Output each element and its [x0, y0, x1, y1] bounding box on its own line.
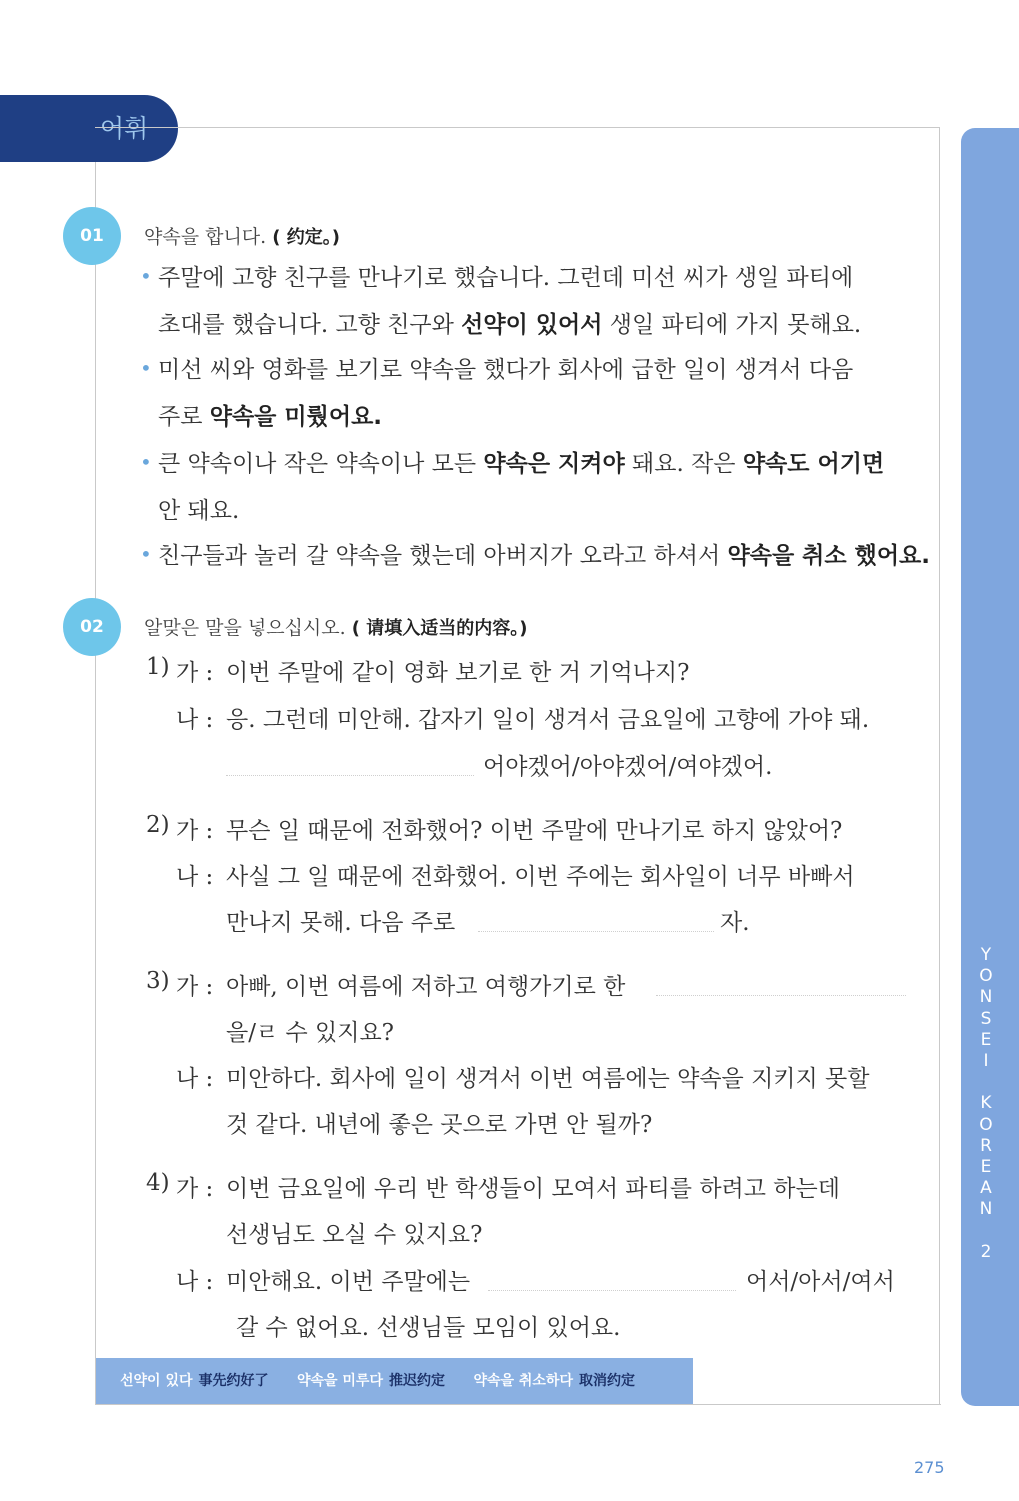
example-line — [158, 306, 861, 339]
speaker-label: 나 : — [176, 1066, 214, 1092]
instruction-korean: 알맞은 말을 넣으십시오. — [144, 617, 346, 639]
example-text: 초대를 했습니다. 고향 친구와 — [158, 312, 462, 338]
vocabulary-bar — [96, 1358, 693, 1404]
bullet-icon: • — [140, 450, 152, 474]
instruction-chinese: ( 约定。) — [272, 227, 340, 248]
section-title: 어휘 — [100, 114, 149, 143]
example-text: 생일 파티에 가지 못해요. — [602, 312, 862, 338]
vocab-korean: 약속을 취소하다 — [473, 1373, 573, 1389]
dialogue-number: 4) — [146, 1170, 170, 1196]
grammar-ending: 자. — [720, 910, 750, 936]
question-instruction — [144, 222, 340, 249]
vocab-highlight: 약속은 지켜야 — [483, 451, 625, 477]
dialogue-line: 것 같다. 내년에 좋은 곳으로 가면 안 될까? — [226, 1112, 653, 1138]
dialogue-line: 응. 그런데 미안해. 갑자기 일이 생겨서 금요일에 고향에 가야 돼. — [226, 707, 870, 733]
dialogue-line: 아빠, 이번 여름에 저하고 여행가기로 한 — [226, 974, 626, 1000]
dialogue-line: 만나지 못해. 다음 주로 — [226, 910, 456, 936]
example-line — [158, 445, 884, 478]
example-line — [158, 398, 382, 431]
instruction-korean: 약속을 합니다. — [144, 226, 267, 248]
answer-blank[interactable] — [488, 1289, 736, 1291]
vocab-highlight: 선약이 있어서 — [461, 312, 603, 338]
bullet-icon: • — [140, 542, 152, 566]
question-number-badge: 02 — [63, 598, 121, 656]
instruction-chinese: ( 请填入适当的内容。) — [351, 618, 528, 639]
example-line: 주말에 고향 친구를 만나기로 했습니다. 그런데 미선 씨가 생일 파티에 — [158, 265, 854, 291]
vocab-highlight: 약속도 어기면 — [742, 451, 885, 477]
speaker-label: 가 : — [176, 974, 214, 1000]
vocab-chinese: 取消约定 — [578, 1373, 635, 1389]
speaker-label: 가 : — [176, 818, 214, 844]
dialogue-line: 무슨 일 때문에 전화했어? 이번 주말에 만나기로 하지 않았어? — [226, 818, 843, 844]
dialogue-number: 2) — [146, 812, 170, 838]
frame-bottom-line — [95, 1404, 941, 1405]
example-text: 큰 약속이나 작은 약속이나 모든 — [158, 451, 484, 477]
dialogue-line: 이번 주말에 같이 영화 보기로 한 거 기억나지? — [226, 660, 690, 686]
answer-blank[interactable] — [478, 930, 714, 932]
bullet-icon: • — [140, 356, 152, 380]
vocab-chinese: 事先约好了 — [198, 1373, 269, 1389]
vocab-highlight: 약속을 취소 했어요. — [727, 543, 931, 569]
page-number: 275 — [914, 1458, 945, 1477]
vocab-highlight: 약속을 미뤘어요. — [209, 404, 383, 430]
dialogue-number: 1) — [146, 654, 170, 680]
grammar-ending: 어서/아서/여서 — [746, 1269, 895, 1295]
example-text: 주로 — [158, 404, 210, 430]
question-instruction — [144, 613, 527, 640]
answer-blank[interactable] — [226, 774, 474, 776]
answer-blank[interactable] — [656, 994, 906, 996]
example-line: 안 돼요. — [158, 498, 240, 524]
example-line: 미선 씨와 영화를 보기로 약속을 했다가 회사에 급한 일이 생겨서 다음 — [158, 357, 854, 383]
dialogue-line: 사실 그 일 때문에 전화했어. 이번 주에는 회사일이 너무 바빠서 — [226, 864, 855, 890]
vocab-chinese: 推迟约定 — [388, 1373, 445, 1389]
dialogue-line: 갈 수 없어요. 선생님들 모임이 있어요. — [236, 1315, 621, 1341]
speaker-label: 나 : — [176, 1269, 214, 1295]
question-number-badge: 01 — [63, 207, 121, 265]
example-line — [158, 537, 930, 570]
dialogue-line: 미안하다. 회사에 일이 생겨서 이번 여름에는 약속을 지키지 못할 — [226, 1066, 870, 1092]
dialogue-number: 3) — [146, 968, 170, 994]
vocab-korean: 약속을 미루다 — [296, 1373, 383, 1389]
speaker-label: 나 : — [176, 707, 214, 733]
dialogue-line: 이번 금요일에 우리 반 학생들이 모여서 파티를 하려고 하는데 — [226, 1176, 840, 1202]
dialogue-line: 을/ㄹ 수 있지요? — [226, 1020, 395, 1046]
frame-left-line — [95, 162, 96, 1405]
speaker-label: 나 : — [176, 864, 214, 890]
example-text: 친구들과 놀러 갈 약속을 했는데 아버지가 오라고 하셔서 — [158, 543, 728, 569]
example-text: 돼요. 작은 — [624, 451, 743, 477]
speaker-label: 가 : — [176, 660, 214, 686]
speaker-label: 가 : — [176, 1176, 214, 1202]
grammar-ending: 어야겠어/아야겠어/여야겠어. — [483, 754, 773, 780]
dialogue-line: 미안해요. 이번 주말에는 — [226, 1269, 471, 1295]
sidebar-vertical-text: Y O N S E I K O R E A N 2 — [979, 945, 993, 1262]
dialogue-line: 선생님도 오실 수 있지요? — [226, 1222, 483, 1248]
bullet-icon: • — [140, 264, 152, 288]
vocab-korean: 선약이 있다 — [120, 1373, 193, 1389]
